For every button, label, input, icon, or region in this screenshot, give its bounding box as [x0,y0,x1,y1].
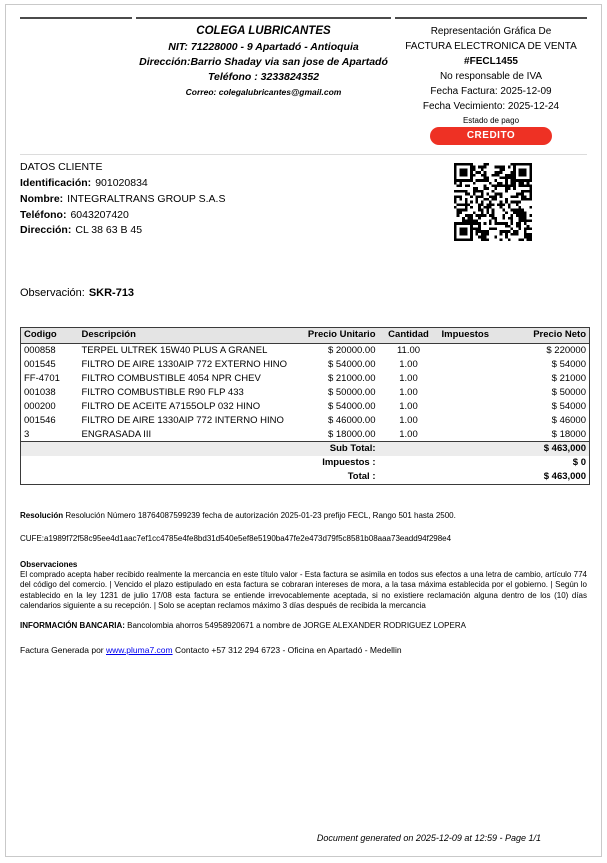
banking-line [20,621,587,630]
client-info [20,160,225,241]
generated-prefix: Factura Generada por [20,644,106,655]
client-field-phone: Teléfono: 6043207420 [20,208,129,221]
taxes-total-row [21,456,590,470]
subtotal-row [21,442,590,456]
status-badge: CREDITO [430,127,552,145]
table-row: 001546 FILTRO DE AIRE 1330AIP 772 INTERNO HINO $ 46000.00 1.00 $ 46000 [24,414,586,426]
banking-text: Bancolombia ahorros 54958920671 a nombre de JORGE ALEXANDER RODRIGUEZ LOPERA [124,620,466,630]
invoice-number: #FECL1455 [464,56,518,67]
resolution-line [20,511,587,520]
col-header-taxes: Impuestos [439,328,521,344]
company-address: Dirección:Barrio Shaday via san jose de Apartadó [139,56,388,68]
taxes-total-label: Impuestos : [322,457,376,469]
client-section-title: DATOS CLIENTE [20,161,103,174]
company-email: Correo: colegalubricantes@gmail.com [185,87,342,97]
table-row: 001545 FILTRO DE AIRE 1330AIP 772 EXTERNO HINO $ 54000.00 1.00 $ 54000 [24,359,586,371]
grand-total-label: Total : [347,471,376,483]
table-row: 3 ENGRASADA III $ 18000.00 1.00 $ 18000 [24,428,586,440]
table-row: 001038 FILTRO COMBUSTIBLE R90 FLP 433 $ 50000.00 1.00 $ 50000 [24,386,586,398]
observations-title: Observaciones [20,560,78,570]
invoice-page [5,4,602,857]
table-row: FF-4701 FILTRO COMBUSTIBLE 4054 NPR CHEV $ 21000.00 1.00 $ 21000 [24,373,586,385]
resolution-label: Resolución [20,511,64,521]
due-date: Fecha Vecimiento: 2025-12-24 [422,101,560,112]
grand-total-row [21,470,590,484]
iva-note: No responsable de IVA [439,71,543,82]
observations-text: El comprado acepta haber recibido realmente la mercancia en este título valor - Esta factura se asimila en todos sus efectos a una letra de cambio, artículo 774 del código del comercio. | Vencido el plazo estipulado en esta factura se cobraran intereses de mora, a la tasa máxima establecida por el gobierno. | Según lo establecido en la ley 1231 de julio 17/08 esta factura se entiende irrevocablemente aceptada, si no existiere reclamación alguna dentro de los (10) días calendarios siguiente a su recepción. | Solo se aceptan reclamos máximo 3 días después de recibida la mercancia [20,570,587,611]
invoice-title-line2: FACTURA ELECTRONICA DE VENTA [405,41,577,52]
invoice-date: Fecha Factura: 2025-12-09 [430,86,552,97]
table-row: 000858 TERPEL ULTREK 15W40 PLUS A GRANEL $ 20000.00 11.00 $ 220000 [24,345,586,357]
invoice-meta [395,17,587,145]
observation-label: Observación: [20,287,85,300]
cufe-line: CUFE:a1989f72f58c95ee4d1aac7ef1cc4785e4fe8bd31d540e5ef8e5190ba47fe2e473d79f5c8581b08aaa73eadd94f298e4 [20,534,452,544]
generated-suffix: Contacto +57 312 294 6723 - Oficina en Apartadó - Medellin [172,644,402,655]
subtotal-label: Sub Total: [21,442,379,456]
invoice-title-line1: Representación Gráfica De [430,26,552,37]
client-field-name: Nombre: INTEGRALTRANS GROUP S.A.S [20,192,226,205]
col-header-code: Codigo [21,328,79,344]
col-header-net-price: Precio Neto [521,328,590,344]
items-table [20,327,590,485]
observation-line [20,287,587,299]
col-header-description: Descripción [79,328,304,344]
col-header-unit-price: Precio Unitario [304,328,379,344]
page-footer-note: Document generated on 2025-12-09 at 12:59 - Page 1/1 [316,833,541,843]
grand-total-value: $ 463,000 [543,471,586,483]
table-row: 000200 FILTRO DE ACEITE A7155OLP 032 HINO $ 54000.00 1.00 $ 54000 [24,400,586,412]
taxes-total-value: $ 0 [572,457,586,469]
logo-placeholder [20,17,132,145]
company-name: COLEGA LUBRICANTES [196,25,331,37]
payment-status-label: Estado de pago [462,116,520,125]
subtotal-value: $ 463,000 [379,442,590,456]
banking-label: INFORMACIÓN BANCARIA: [20,620,125,630]
resolution-text: Resolución Número 18764087599239 fecha de autorización 2025-01-23 prefijo FECL, Rango 501 hasta 2500. [63,511,456,521]
client-section [20,155,587,241]
company-phone: Teléfono : 3233824352 [207,71,320,83]
col-header-quantity: Cantidad [379,328,439,344]
qr-code-icon [454,163,532,241]
observation-value: SKR-713 [88,287,135,300]
table-header-row [21,328,590,344]
client-field-address: Dirección: CL 38 63 B 45 [20,224,143,237]
generated-by-line [20,645,587,655]
invoice-header [20,17,587,145]
client-field-id: Identificación: 901020834 [20,177,148,190]
pluma7-link[interactable]: www.pluma7.com [106,644,173,655]
company-info [136,17,391,145]
company-nit: NIT: 71228000 - 9 Apartadó - Antioquia [168,41,359,53]
